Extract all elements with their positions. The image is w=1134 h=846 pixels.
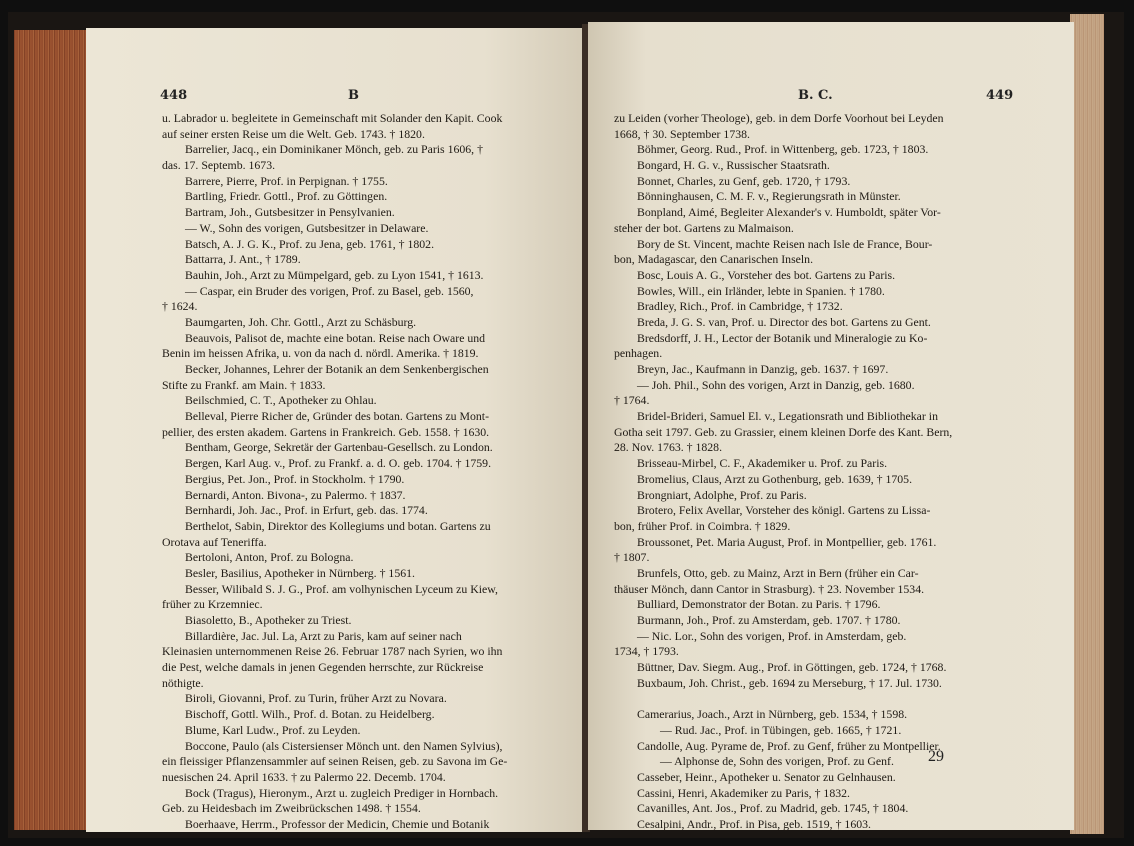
text-line: [162, 268, 507, 284]
text-line: [614, 472, 952, 488]
line-text: Buxbaum, Joh. Christ., geb. 1694 zu Merseburg, † 17. Jul. 1730.: [637, 675, 942, 690]
line-text: 28. Nov. 1763. † 1828.: [614, 440, 723, 455]
line-text: Cassini, Henri, Akademiker zu Paris, † 1832.: [637, 785, 850, 800]
text-line: [614, 142, 952, 158]
line-text: Brongniart, Adolphe, Prof. zu Paris.: [637, 487, 807, 502]
text-line: [614, 346, 952, 362]
text-line: [162, 331, 507, 347]
line-text: auf seiner ersten Reise um die Welt. Geb. 1743. † 1820.: [162, 126, 425, 141]
text-line: [162, 393, 507, 409]
line-text: Büttner, Dav. Siegm. Aug., Prof. in Göttingen, geb. 1724, † 1768.: [637, 660, 947, 675]
line-text: Bernardi, Anton. Bivona-, zu Palermo. † 1837.: [185, 487, 406, 502]
text-line: [614, 707, 952, 723]
line-text: Bartling, Friedr. Gottl., Prof. zu Göttingen.: [185, 189, 388, 204]
line-text: Baumgarten, Joh. Chr. Gottl., Arzt zu Schäsburg.: [185, 314, 417, 329]
line-text: — Caspar, ein Bruder des vorigen, Prof. zu Basel, geb. 1560,: [185, 283, 474, 298]
line-text: Bradley, Rich., Prof. in Cambridge, † 1732.: [637, 299, 843, 314]
text-line: [614, 535, 952, 551]
text-line: [614, 550, 952, 566]
text-line: [162, 440, 507, 456]
text-line: [162, 503, 507, 519]
line-text: früher zu Krzemniec.: [162, 597, 263, 612]
text-line: [614, 237, 952, 253]
line-text: zu Leiden (vorher Theologe), geb. in dem Dorfe Voorhout bei Leyden: [614, 111, 944, 125]
text-line: [162, 221, 507, 237]
right-page-number: 449: [986, 88, 1014, 103]
left-page-number: 448: [160, 88, 188, 103]
text-line: [614, 644, 952, 660]
text-line: [614, 629, 952, 645]
line-text: Cesalpini, Andr., Prof. in Pisa, geb. 1519, † 1603.: [637, 816, 871, 831]
line-text: † 1807.: [614, 550, 650, 565]
text-line: [614, 488, 952, 504]
line-text: Burmann, Joh., Prof. zu Amsterdam, geb. 1707. † 1780.: [637, 613, 901, 627]
text-line: [162, 158, 507, 174]
text-line: [162, 111, 507, 127]
text-line: [614, 158, 952, 174]
text-line: [614, 174, 952, 190]
line-text: Orotava auf Teneriffa.: [162, 534, 267, 549]
line-text: Bock (Tragus), Hieronym., Arzt u. zugleich Prediger in Hornbach.: [185, 785, 499, 800]
line-text: Casseber, Heinr., Apotheker u. Senator zu Gelnhausen.: [637, 769, 896, 784]
text-line: [614, 597, 952, 613]
line-text: Blume, Karl Ludw., Prof. zu Leyden.: [185, 722, 361, 737]
text-line: [162, 754, 507, 770]
left-page-text: [162, 111, 507, 833]
line-text: Bongard, H. G. v., Russischer Staatsrath.: [637, 158, 830, 173]
text-line: [614, 299, 952, 315]
line-text: Böhmer, Georg. Rud., Prof. in Wittenberg, geb. 1723, † 1803.: [637, 142, 929, 157]
text-line: [162, 801, 507, 817]
text-line: [162, 189, 507, 205]
line-text: Bertoloni, Anton, Prof. zu Bologna.: [185, 550, 354, 565]
text-line: [614, 456, 952, 472]
line-text: Boccone, Paulo (als Cistersienser Mönch unt. den Namen Sylvius),: [185, 738, 503, 753]
line-text: steher der bot. Gartens zu Malmaison.: [614, 220, 794, 235]
right-page-text: [614, 111, 952, 833]
text-line: [162, 629, 507, 645]
text-line: [614, 440, 952, 456]
text-line: [614, 425, 952, 441]
text-line: [162, 378, 507, 394]
text-line: [614, 127, 952, 143]
text-line: [162, 346, 507, 362]
text-line: [162, 535, 507, 551]
text-line: [614, 786, 952, 802]
text-line: [614, 409, 952, 425]
text-line: [162, 425, 507, 441]
line-text: ein fleissiger Pflanzensammler auf seinen Reisen, geb. zu Savona im Ge-: [162, 754, 508, 769]
text-line: [162, 127, 507, 143]
text-line: [614, 111, 952, 127]
text-line: [162, 237, 507, 253]
line-text: Broussonet, Pet. Maria August, Prof. in Montpellier, geb. 1761.: [637, 534, 937, 549]
line-text: Brotero, Felix Avellar, Vorsteher des königl. Gartens zu Lissa-: [637, 503, 931, 518]
line-text: Bernhardi, Joh. Jac., Prof. in Erfurt, geb. das. 1774.: [185, 503, 428, 518]
line-text: pellier, des ersten akadem. Gartens in Frankreich. Geb. 1558. † 1630.: [162, 424, 490, 439]
line-text: Billardière, Jac. Jul. La, Arzt zu Paris, kam auf seiner nach: [185, 628, 462, 643]
line-text: Becker, Johannes, Lehrer der Botanik an dem Senkenbergischen: [185, 362, 489, 376]
text-line: [162, 456, 507, 472]
line-text: Brunfels, Otto, geb. zu Mainz, Arzt in Bern (früher ein Car-: [637, 565, 919, 580]
book-fore-edge-right: [1070, 14, 1104, 834]
line-text: Beilschmied, C. T., Apotheker zu Ohlau.: [185, 393, 377, 408]
text-line: [162, 739, 507, 755]
text-line: [614, 613, 952, 629]
text-line: [162, 691, 507, 707]
text-line: [162, 566, 507, 582]
line-text: Bredsdorff, J. H., Lector der Botanik und Mineralogie zu Ko-: [637, 330, 928, 345]
line-text: Bonnet, Charles, zu Genf, geb. 1720, † 1793.: [637, 173, 851, 188]
line-text: Bergius, Pet. Jon., Prof. in Stockholm. † 1790.: [185, 471, 405, 486]
text-line: [162, 519, 507, 535]
line-text: Gotha seit 1797. Geb. zu Grassier, einem kleinen Dorfe des Kant. Bern,: [614, 424, 953, 439]
line-text: penhagen.: [614, 346, 663, 361]
line-text: Bönninghausen, C. M. F. v., Regierungsrath in Münster.: [637, 189, 901, 204]
text-line: [162, 644, 507, 660]
text-line: [614, 268, 952, 284]
line-text: Geb. zu Heidesbach im Zweibrückschen 1498. † 1554.: [162, 801, 421, 816]
text-line: [614, 801, 952, 817]
line-text: — Joh. Phil., Sohn des vorigen, Arzt in Danzig, geb. 1680.: [637, 377, 915, 392]
text-line: [162, 786, 507, 802]
line-text: Bowles, Will., ein Irländer, lebte in Spanien. † 1780.: [637, 283, 885, 298]
text-line: [162, 362, 507, 378]
line-text: Battarra, J. Ant., † 1789.: [185, 252, 301, 267]
text-line: [614, 660, 952, 676]
text-line: [614, 393, 952, 409]
line-text: † 1764.: [614, 393, 650, 408]
line-text: Benin im heissen Afrika, u. von da nach d. nördl. Amerika. † 1819.: [162, 346, 479, 361]
text-line: [614, 378, 952, 394]
line-text: Bromelius, Claus, Arzt zu Gothenburg, geb. 1639, † 1705.: [637, 471, 913, 486]
text-line: [614, 252, 952, 268]
line-text: nöthigte.: [162, 675, 204, 690]
line-text: die Pest, welche damals in jenen Gegenden herrschte, zur Rückreise: [162, 660, 484, 675]
text-line: [162, 174, 507, 190]
line-text: Kleinasien unternommenen Reise 26. Februar 1787 nach Syrien, wo ihn: [162, 644, 503, 659]
line-text: Barrere, Pierre, Prof. in Perpignan. † 1755.: [185, 173, 388, 188]
line-text: — Nic. Lor., Sohn des vorigen, Prof. in Amsterdam, geb.: [637, 628, 907, 643]
line-text: Bosc, Louis A. G., Vorsteher des bot. Gartens zu Paris.: [637, 267, 896, 282]
line-text: Bulliard, Demonstrator der Botan. zu Paris. † 1796.: [637, 597, 881, 612]
text-line: [162, 409, 507, 425]
text-line: [162, 488, 507, 504]
text-line: [614, 221, 952, 237]
text-line: [162, 205, 507, 221]
signature-mark: 29: [928, 748, 944, 765]
line-text: Breda, J. G. S. van, Prof. u. Director des bot. Gartens zu Gent.: [637, 314, 931, 329]
text-line: [162, 770, 507, 786]
text-line: [614, 691, 952, 707]
line-text: — Alphonse de, Sohn des vorigen, Prof. zu Genf.: [660, 754, 894, 769]
line-text: Boerhaave, Herrm., Professor der Medicin, Chemie und Botanik: [185, 816, 490, 831]
text-line: [162, 142, 507, 158]
text-line: [614, 723, 952, 739]
text-line: [614, 284, 952, 300]
text-line: [614, 676, 952, 692]
line-text: thäuser Mönch, dann Cantor in Strasburg). † 23. November 1534.: [614, 581, 925, 596]
left-running-header: B: [348, 88, 359, 103]
text-line: [614, 770, 952, 786]
text-line: [162, 299, 507, 315]
text-line: [162, 472, 507, 488]
text-line: [162, 597, 507, 613]
text-line: [162, 315, 507, 331]
line-text: Breyn, Jac., Kaufmann in Danzig, geb. 1637. † 1697.: [637, 362, 889, 376]
text-line: [162, 582, 507, 598]
text-line: [614, 582, 952, 598]
right-running-header: B. C.: [798, 88, 833, 103]
text-line: [162, 284, 507, 300]
line-text: bon, früher Prof. in Coimbra. † 1829.: [614, 518, 791, 533]
line-text: Berthelot, Sabin, Direktor des Kollegiums und botan. Gartens zu: [185, 518, 491, 533]
text-line: [614, 519, 952, 535]
line-text: Bauhin, Joh., Arzt zu Mümpelgard, geb. zu Lyon 1541, † 1613.: [185, 267, 484, 282]
text-line: [162, 817, 507, 833]
line-text: Bentham, George, Sekretär der Gartenbau-Gesellsch. zu London.: [185, 440, 493, 455]
text-line: [162, 613, 507, 629]
text-line: [162, 707, 507, 723]
text-line: [162, 550, 507, 566]
line-text: Cavanilles, Ant. Jos., Prof. zu Madrid, geb. 1745, † 1804.: [637, 801, 909, 816]
line-text: Besler, Basilius, Apotheker in Nürnberg. † 1561.: [185, 565, 415, 580]
line-text: Biroli, Giovanni, Prof. zu Turin, früher Arzt zu Novara.: [185, 691, 447, 706]
line-text: 1668, † 30. September 1738.: [614, 126, 750, 141]
line-text: Camerarius, Joach., Arzt in Nürnberg, geb. 1534, † 1598.: [637, 707, 908, 722]
text-line: [614, 205, 952, 221]
line-text: Bridel-Brideri, Samuel El. v., Legationsrath und Bibliothekar in: [637, 409, 938, 424]
text-line: [614, 189, 952, 205]
right-page: [588, 22, 1074, 830]
text-line: [614, 362, 952, 378]
text-line: [614, 739, 952, 755]
text-line: [614, 817, 952, 833]
text-line: [162, 723, 507, 739]
line-text: Besser, Wilibald S. J. G., Prof. am volhynischen Lyceum zu Kiew,: [185, 581, 498, 596]
line-text: — W., Sohn des vorigen, Gutsbesitzer in Delaware.: [185, 220, 429, 235]
text-line: [162, 252, 507, 268]
line-text: † 1624.: [162, 299, 198, 314]
line-text: Bischoff, Gottl. Wilh., Prof. d. Botan. zu Heidelberg.: [185, 707, 435, 722]
line-text: Bartram, Joh., Gutsbesitzer in Pensylvanien.: [185, 205, 395, 220]
line-text: Beauvois, Palisot de, machte eine botan. Reise nach Oware und: [185, 330, 486, 345]
line-text: das. 17. Septemb. 1673.: [162, 158, 276, 173]
line-text: Barrelier, Jacq., ein Dominikaner Mönch, geb. zu Paris 1606, †: [185, 142, 483, 157]
text-line: [614, 503, 952, 519]
book-fore-edge-left: [14, 30, 86, 830]
line-text: nuesischen 24. April 1633. † zu Palermo 22. Decemb. 1704.: [162, 769, 446, 784]
line-text: Belleval, Pierre Richer de, Gründer des botan. Gartens zu Mont-: [185, 409, 490, 424]
line-text: bon, Madagascar, den Canarischen Inseln.: [614, 252, 814, 267]
text-line: [614, 754, 952, 770]
line-text: Candolle, Aug. Pyrame de, Prof. zu Genf, früher zu Montpellier.: [637, 738, 941, 753]
line-text: u. Labrador u. begleitete in Gemeinschaft mit Solander den Kapit. Cook: [162, 111, 503, 125]
text-line: [614, 331, 952, 347]
line-text: Brisseau-Mirbel, C. F., Akademiker u. Prof. zu Paris.: [637, 456, 888, 471]
line-text: 1734, † 1793.: [614, 644, 679, 659]
line-text: Biasoletto, B., Apotheker zu Triest.: [185, 613, 352, 627]
text-line: [614, 566, 952, 582]
text-line: [162, 660, 507, 676]
line-text: Stifte zu Frankf. am Main. † 1833.: [162, 377, 326, 392]
line-text: — Rud. Jac., Prof. in Tübingen, geb. 1665, † 1721.: [660, 722, 902, 737]
line-text: Bory de St. Vincent, machte Reisen nach Isle de France, Bour-: [637, 236, 933, 251]
line-text: Bergen, Karl Aug. v., Prof. zu Frankf. a. d. O. geb. 1704. † 1759.: [185, 456, 492, 471]
line-text: Batsch, A. J. G. K., Prof. zu Jena, geb. 1761, † 1802.: [185, 236, 435, 251]
text-line: [614, 315, 952, 331]
text-line: [162, 676, 507, 692]
line-text: Bonpland, Aimé, Begleiter Alexander's v. Humboldt, später Vor-: [637, 205, 941, 220]
left-page: [86, 28, 584, 832]
